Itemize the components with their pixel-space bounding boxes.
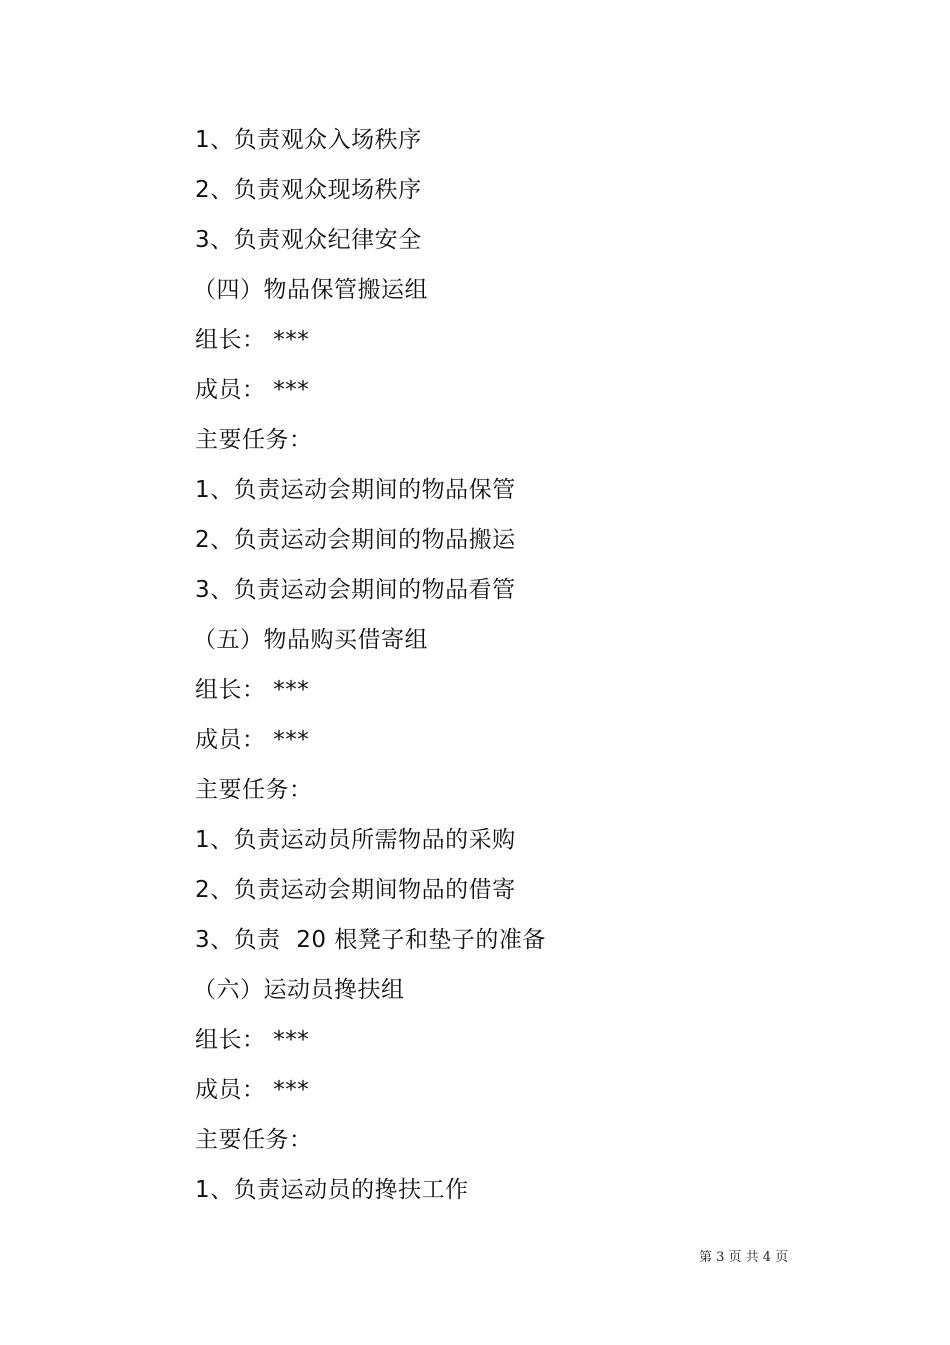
- task-line: 2、负责运动会期间的物品搬运: [195, 527, 516, 553]
- document-body: [195, 115, 835, 1215]
- leader-line: 组长： ***: [195, 677, 310, 703]
- section-heading: （五）物品购买借寄组: [193, 627, 428, 653]
- tasks-heading: 主要任务：: [195, 777, 313, 803]
- section-heading: （四）物品保管搬运组: [193, 277, 428, 303]
- task-line: 1、负责观众入场秩序: [195, 127, 422, 153]
- members-line: 成员： ***: [195, 727, 310, 753]
- members-line: 成员： ***: [195, 377, 310, 403]
- task-line: 2、负责观众现场秩序: [195, 177, 422, 203]
- tasks-heading: 主要任务：: [195, 427, 313, 453]
- leader-line: 组长： ***: [195, 327, 310, 353]
- section-heading: （六）运动员搀扶组: [193, 977, 405, 1003]
- task-line: 3、负责观众纪律安全: [195, 227, 422, 253]
- task-line: 1、负责运动员所需物品的采购: [195, 827, 516, 853]
- task-line: 2、负责运动会期间物品的借寄: [195, 877, 516, 903]
- task-line: 3、负责运动会期间的物品看管: [195, 577, 516, 603]
- task-line: 3、负责 20 根凳子和垫子的准备: [195, 927, 546, 953]
- members-line: 成员： ***: [195, 1077, 310, 1103]
- task-line: 1、负责运动员的搀扶工作: [195, 1177, 469, 1203]
- page-number-footer: 第 3 页 共 4 页: [699, 1250, 789, 1265]
- leader-line: 组长： ***: [195, 1027, 310, 1053]
- task-line: 1、负责运动会期间的物品保管: [195, 477, 516, 503]
- tasks-heading: 主要任务：: [195, 1127, 313, 1153]
